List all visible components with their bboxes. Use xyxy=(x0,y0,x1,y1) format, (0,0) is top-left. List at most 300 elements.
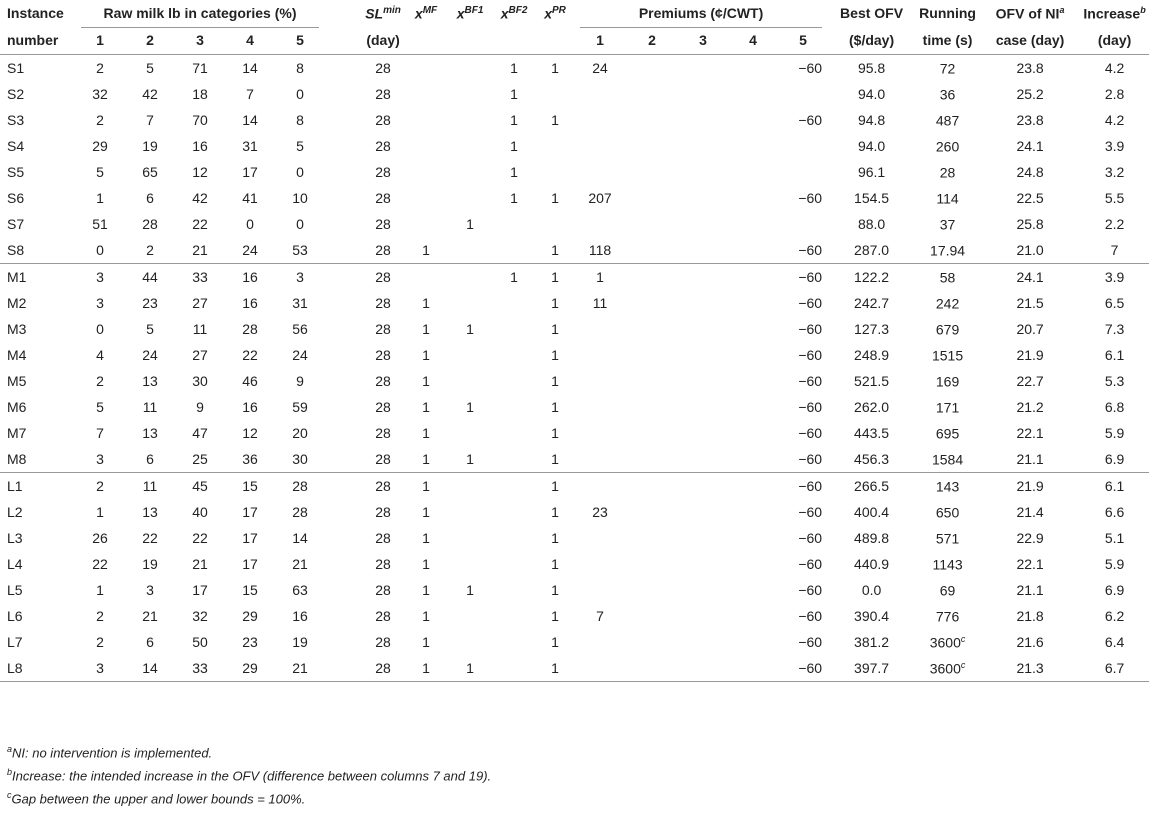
table-cell: 63 xyxy=(292,582,308,598)
table-cell: 7 xyxy=(96,425,104,441)
table-cell xyxy=(626,290,678,316)
table-cell xyxy=(448,133,492,159)
table-cell xyxy=(492,577,536,603)
table-cell: 1 xyxy=(422,347,430,363)
table-cell xyxy=(626,107,678,133)
table-cell: 1 xyxy=(596,269,604,285)
table-cell: 28 xyxy=(375,608,391,624)
table-row xyxy=(0,290,1149,316)
table-cell: 17.94 xyxy=(930,242,966,259)
table-cell: 56 xyxy=(292,321,308,337)
table-cell: 44 xyxy=(142,269,158,285)
table-cell: 12 xyxy=(192,164,208,180)
col-xbf2: $x^{BF2}$ xyxy=(500,5,528,22)
table-cell: 95.8 xyxy=(857,60,886,76)
table-cell xyxy=(626,629,678,655)
table-cell: 28 xyxy=(375,399,391,415)
ofv-ni-unit: case (day) xyxy=(995,32,1065,48)
table-cell: 28 xyxy=(375,425,391,441)
table-cell: 1 xyxy=(466,399,474,415)
table-cell: 1584 xyxy=(931,451,964,468)
table-cell xyxy=(492,446,536,473)
col-best-ofv: Best OFV xyxy=(840,5,904,21)
instance-cell: S5 xyxy=(7,164,25,180)
table-cell: 13 xyxy=(142,425,158,441)
premium-cat-header: 2 xyxy=(648,32,656,48)
table-cell: 25.2 xyxy=(1016,86,1044,102)
table-cell: 37 xyxy=(939,216,956,233)
table-cell: 42 xyxy=(192,190,208,206)
table-cell xyxy=(678,525,728,551)
table-cell xyxy=(728,655,778,682)
table-cell: 28 xyxy=(375,164,391,180)
table-cell: −60 xyxy=(798,530,823,546)
table-cell xyxy=(574,211,626,237)
instance-cell: L1 xyxy=(7,478,23,494)
running-unit: time (s) xyxy=(922,32,973,48)
table-cell: 50 xyxy=(192,634,208,650)
table-cell xyxy=(626,577,678,603)
table-cell: 65 xyxy=(142,164,158,180)
table-cell: 1 xyxy=(422,425,430,441)
col-xmf: $x^{MF}$ xyxy=(414,5,438,22)
table-cell xyxy=(678,107,728,133)
table-cell: 23 xyxy=(142,295,158,311)
table-cell: 4 xyxy=(96,347,104,363)
table-cell: 22 xyxy=(192,216,208,232)
instance-cell: M4 xyxy=(7,347,27,363)
table-row xyxy=(0,655,1149,682)
table-cell: 3 xyxy=(96,269,104,285)
table-cell: 1 xyxy=(466,321,474,337)
table-cell xyxy=(728,420,778,446)
table-cell: 1 xyxy=(510,190,518,206)
table-cell: 3.2 xyxy=(1104,164,1125,180)
table-cell: 143 xyxy=(935,478,960,495)
table-cell xyxy=(448,290,492,316)
table-cell: 5.9 xyxy=(1104,425,1125,441)
table-cell: −60 xyxy=(798,269,823,285)
table-cell: 2 xyxy=(96,373,104,389)
table-cell: 47 xyxy=(192,425,208,441)
table-cell: 1 xyxy=(551,373,559,389)
table-cell xyxy=(626,237,678,264)
table-cell: 7 xyxy=(596,608,604,624)
table-cell xyxy=(448,629,492,655)
table-cell: 6.1 xyxy=(1104,347,1125,363)
table-cell xyxy=(404,211,448,237)
instance-cell: M1 xyxy=(7,269,27,285)
table-cell xyxy=(448,525,492,551)
slmin-unit: (day) xyxy=(366,32,400,48)
table-cell: 21.0 xyxy=(1016,242,1044,258)
table-cell: −60 xyxy=(798,556,823,572)
table-cell: 22 xyxy=(92,556,108,572)
table-cell: 28 xyxy=(375,634,391,650)
table-cell xyxy=(448,499,492,525)
table-cell: −60 xyxy=(798,451,823,467)
instance-cell: L6 xyxy=(7,608,23,624)
table-cell xyxy=(678,499,728,525)
table-cell: 7.3 xyxy=(1104,321,1125,337)
best-ofv-unit: ($/day) xyxy=(849,32,895,48)
table-cell: 45 xyxy=(192,478,208,494)
table-cell: 3 xyxy=(296,269,304,285)
table-cell xyxy=(492,290,536,316)
table-cell: 1 xyxy=(466,451,474,467)
table-cell: 1 xyxy=(551,660,559,676)
table-cell: 28 xyxy=(142,216,158,232)
cat-header: 4 xyxy=(246,32,254,48)
table-row xyxy=(0,211,1149,237)
table-cell: 21.9 xyxy=(1016,347,1044,363)
table-cell: 17 xyxy=(192,582,208,598)
col-running: Running xyxy=(919,5,976,21)
table-cell: 118 xyxy=(588,242,612,258)
table-cell: 3600$^c$ xyxy=(929,633,966,651)
table-cell: 17 xyxy=(242,530,258,546)
table-cell: 260 xyxy=(935,138,960,155)
table-cell xyxy=(574,159,626,185)
table-cell xyxy=(492,420,536,446)
table-cell xyxy=(626,499,678,525)
table-cell: 456.3 xyxy=(854,451,890,467)
table-cell: 1 xyxy=(551,190,559,206)
table-cell xyxy=(678,629,728,655)
table-cell: 31 xyxy=(242,138,258,154)
table-cell: 28 xyxy=(375,556,391,572)
table-cell xyxy=(492,211,536,237)
footnote-a: $^a$NI: no intervention is implemented. xyxy=(7,744,213,761)
table-cell xyxy=(574,81,626,107)
table-cell: 5.3 xyxy=(1104,373,1125,389)
table-cell: 30 xyxy=(192,373,208,389)
table-cell: 24 xyxy=(292,347,308,363)
table-cell: 30 xyxy=(292,451,308,467)
table-cell xyxy=(728,185,778,211)
table-cell xyxy=(448,81,492,107)
table-cell: 695 xyxy=(935,425,960,442)
table-cell: 1 xyxy=(510,112,518,128)
table-cell xyxy=(626,342,678,368)
table-cell: 0 xyxy=(296,86,304,102)
table-row xyxy=(0,264,1149,291)
table-row xyxy=(0,133,1149,159)
table-cell: 16 xyxy=(242,269,258,285)
table-cell: 70 xyxy=(192,112,208,128)
table-cell: 390.4 xyxy=(854,608,890,624)
table-cell xyxy=(678,394,728,420)
table-cell xyxy=(678,603,728,629)
table-cell: 6.2 xyxy=(1104,608,1125,624)
table-cell: 28 xyxy=(375,190,391,206)
table-cell xyxy=(728,107,778,133)
table-cell: 21 xyxy=(192,242,208,258)
table-cell: 1 xyxy=(422,530,430,546)
table-cell: 489.8 xyxy=(854,530,890,546)
table-cell xyxy=(448,107,492,133)
table-cell xyxy=(574,420,626,446)
table-cell: 28 xyxy=(375,138,391,154)
header-row-2 xyxy=(0,28,1149,55)
table-cell: 6.8 xyxy=(1104,399,1125,415)
col-increase: Increase$^b$ xyxy=(1083,5,1146,22)
col-premiums: Premiums (¢/CWT) xyxy=(574,0,828,28)
table-cell: 5 xyxy=(146,60,154,76)
table-cell: 2 xyxy=(146,242,154,258)
table-cell: 94.8 xyxy=(857,112,886,128)
increase-unit: (day) xyxy=(1097,32,1132,48)
table-cell xyxy=(728,81,778,107)
table-cell: 1 xyxy=(422,556,430,572)
header-row-1 xyxy=(0,0,1149,28)
table-cell: 21.2 xyxy=(1016,399,1044,415)
table-cell: 1 xyxy=(551,112,559,128)
table-cell xyxy=(492,629,536,655)
table-cell: −60 xyxy=(798,190,823,206)
table-cell: 8 xyxy=(296,112,304,128)
table-row xyxy=(0,107,1149,133)
table-cell: 5 xyxy=(96,399,104,415)
table-cell xyxy=(626,81,678,107)
table-cell: 9 xyxy=(196,399,204,415)
table-cell: 36 xyxy=(242,451,258,467)
table-row xyxy=(0,159,1149,185)
table-cell: 4.2 xyxy=(1104,60,1125,76)
table-cell xyxy=(678,551,728,577)
table-cell xyxy=(626,316,678,342)
table-cell xyxy=(626,551,678,577)
table-cell: 1 xyxy=(422,295,430,311)
table-cell xyxy=(536,211,574,237)
table-cell xyxy=(574,525,626,551)
table-cell: −60 xyxy=(798,582,823,598)
table-cell: 28 xyxy=(292,478,308,494)
col-ofv-ni: OFV of NI$^a$ xyxy=(995,5,1065,22)
table-cell xyxy=(448,603,492,629)
table-row xyxy=(0,316,1149,342)
table-cell xyxy=(574,446,626,473)
table-cell xyxy=(728,603,778,629)
table-cell xyxy=(404,264,448,291)
table-cell: 69 xyxy=(939,582,956,599)
table-cell xyxy=(626,211,678,237)
table-cell xyxy=(574,133,626,159)
table-cell: 5 xyxy=(296,138,304,154)
table-cell xyxy=(448,264,492,291)
table-row xyxy=(0,368,1149,394)
table-cell xyxy=(678,368,728,394)
table-cell xyxy=(728,159,778,185)
table-cell: 20.7 xyxy=(1016,321,1044,337)
table-cell: 33 xyxy=(192,660,208,676)
table-cell: 21 xyxy=(292,660,308,676)
table-cell: 443.5 xyxy=(854,425,890,441)
instance-cell: M7 xyxy=(7,425,27,441)
table-cell: 94.0 xyxy=(857,86,886,102)
table-cell xyxy=(448,473,492,500)
table-cell xyxy=(626,185,678,211)
table-cell: 19 xyxy=(142,138,158,154)
table-cell: 3.9 xyxy=(1104,269,1125,285)
table-cell: 23.8 xyxy=(1016,112,1044,128)
table-cell: 9 xyxy=(296,373,304,389)
table-cell: 1 xyxy=(466,216,474,232)
table-cell: 487 xyxy=(935,112,960,129)
table-cell: 11 xyxy=(142,399,158,415)
table-cell xyxy=(728,237,778,264)
instance-cell: L2 xyxy=(7,504,23,520)
table-row xyxy=(0,499,1149,525)
footnote-c: $^c$Gap between the upper and lower bounds = 100%. xyxy=(7,789,306,806)
table-cell: 22.1 xyxy=(1016,425,1044,441)
table-cell: 1 xyxy=(422,660,430,676)
table-cell: 28 xyxy=(375,530,391,546)
table-cell: 29 xyxy=(242,660,258,676)
table-cell: 21 xyxy=(292,556,308,572)
table-cell: 679 xyxy=(935,321,960,338)
table-cell xyxy=(678,577,728,603)
table-cell xyxy=(492,316,536,342)
table-cell: −60 xyxy=(798,478,823,494)
table-cell: 2 xyxy=(96,60,104,76)
table-cell: 14 xyxy=(242,112,258,128)
table-cell: 42 xyxy=(142,86,158,102)
table-cell: 1 xyxy=(551,242,559,258)
table-cell: 28 xyxy=(375,504,391,520)
table-cell: 21.1 xyxy=(1016,582,1044,598)
table-cell xyxy=(626,264,678,291)
table-cell: 28 xyxy=(292,504,308,520)
table-cell xyxy=(492,655,536,682)
table-cell: 1 xyxy=(510,86,518,102)
table-cell: −60 xyxy=(798,425,823,441)
table-cell: 242.7 xyxy=(854,295,890,311)
table-cell xyxy=(492,237,536,264)
table-cell xyxy=(492,551,536,577)
table-cell: 1 xyxy=(466,660,474,676)
table-cell xyxy=(728,316,778,342)
instance-cell: M5 xyxy=(7,373,27,389)
table-cell: 32 xyxy=(192,608,208,624)
table-cell: −60 xyxy=(798,504,823,520)
table-body xyxy=(0,55,1149,682)
table-cell: −60 xyxy=(798,608,823,624)
table-cell xyxy=(448,368,492,394)
table-cell: 0.0 xyxy=(861,582,882,598)
table-cell: 1 xyxy=(422,321,430,337)
table-cell: 28 xyxy=(375,451,391,467)
table-cell: −60 xyxy=(798,321,823,337)
table-cell: 1 xyxy=(551,399,559,415)
table-cell xyxy=(574,394,626,420)
table-cell xyxy=(626,159,678,185)
table-cell xyxy=(728,55,778,82)
table-row xyxy=(0,55,1149,82)
table-cell: 1 xyxy=(510,138,518,154)
table-cell: 16 xyxy=(242,399,258,415)
table-cell: −60 xyxy=(798,242,823,258)
table-cell xyxy=(492,394,536,420)
table-cell: 6.6 xyxy=(1104,504,1125,520)
table-cell: 650 xyxy=(935,504,960,521)
col-xbf1: $x^{BF1}$ xyxy=(456,5,484,22)
table-row xyxy=(0,473,1149,500)
table-cell: 1 xyxy=(551,608,559,624)
table-cell: 28 xyxy=(375,60,391,76)
table-cell xyxy=(678,290,728,316)
table-cell xyxy=(574,473,626,500)
table-cell xyxy=(728,211,778,237)
table-cell: 15 xyxy=(242,582,258,598)
table-cell xyxy=(728,290,778,316)
table-cell: 7 xyxy=(146,112,154,128)
table-cell: 6.7 xyxy=(1104,660,1125,676)
table-cell: 262.0 xyxy=(854,399,890,415)
instance-cell: M8 xyxy=(7,451,27,467)
table-cell: 33 xyxy=(192,269,208,285)
table-cell xyxy=(448,237,492,264)
table-cell: 0 xyxy=(96,242,104,258)
table-cell: 1 xyxy=(551,530,559,546)
table-cell: 287.0 xyxy=(854,242,890,258)
table-cell xyxy=(448,551,492,577)
table-cell xyxy=(678,81,728,107)
table-cell: 24.8 xyxy=(1016,164,1044,180)
instance-cell: L8 xyxy=(7,660,23,676)
table-cell: 5.9 xyxy=(1104,556,1125,572)
footnote-b: $^b$Increase: the intended increase in the OFV (difference between columns 7 and 19). xyxy=(7,766,492,784)
table-row xyxy=(0,342,1149,368)
table-cell: 122.2 xyxy=(854,269,890,285)
table-cell xyxy=(626,655,678,682)
table-cell: 6.9 xyxy=(1104,451,1125,467)
table-cell: 23 xyxy=(242,634,258,650)
table-cell xyxy=(404,185,448,211)
table-cell: 28 xyxy=(375,347,391,363)
table-cell: 27 xyxy=(192,295,208,311)
table-cell xyxy=(728,629,778,655)
table-cell: 28 xyxy=(375,112,391,128)
table-cell: 13 xyxy=(142,373,158,389)
table-cell: −60 xyxy=(798,399,823,415)
table-cell: 24.1 xyxy=(1016,138,1044,154)
table-cell xyxy=(778,211,828,237)
cat-header: 3 xyxy=(196,32,204,48)
table-cell: 0 xyxy=(296,164,304,180)
table-cell xyxy=(626,525,678,551)
table-cell xyxy=(492,525,536,551)
instance-cell: S1 xyxy=(7,60,25,76)
table-cell: 571 xyxy=(935,530,960,547)
premium-cat-header: 4 xyxy=(749,32,757,48)
table-row xyxy=(0,394,1149,420)
table-cell: 29 xyxy=(92,138,108,154)
table-cell xyxy=(404,107,448,133)
table-cell: 1515 xyxy=(931,347,964,364)
table-cell xyxy=(626,603,678,629)
table-cell: 266.5 xyxy=(854,478,890,494)
instance-cell: M3 xyxy=(7,321,27,337)
table-cell xyxy=(448,342,492,368)
table-cell: 28 xyxy=(939,164,956,181)
table-cell: 96.1 xyxy=(857,164,886,180)
table-cell xyxy=(404,133,448,159)
table-cell: 1 xyxy=(422,399,430,415)
table-cell: −60 xyxy=(798,295,823,311)
table-cell: 6.1 xyxy=(1104,478,1125,494)
table-cell: −60 xyxy=(798,634,823,650)
